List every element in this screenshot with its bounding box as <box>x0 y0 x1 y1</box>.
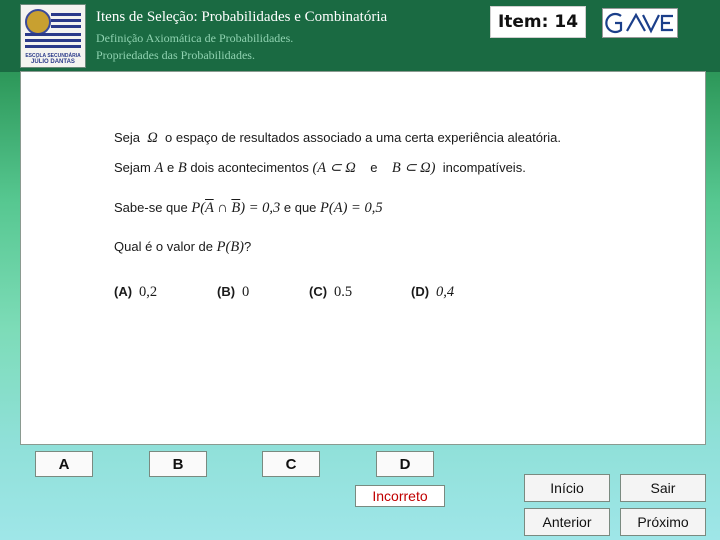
inicio-button[interactable]: Início <box>524 474 610 502</box>
answer-button-c[interactable]: C <box>262 451 320 477</box>
question-line-4: Qual é o valor de P(B)? <box>114 239 252 255</box>
answer-button-a[interactable]: A <box>35 451 93 477</box>
item-number-badge: Item: 14 <box>490 6 586 38</box>
sair-button[interactable]: Sair <box>620 474 706 502</box>
question-panel <box>20 71 706 445</box>
page-title: Itens de Seleção: Probabilidades e Combinatória <box>96 9 388 25</box>
gave-logo-icon <box>605 11 675 35</box>
option-d: (D) 0,4 <box>411 284 455 300</box>
answer-button-b[interactable]: B <box>149 451 207 477</box>
option-c: (C) 0.5 <box>309 284 353 300</box>
subtitle-line-2: Propriedades das Probabilidades. <box>96 48 255 62</box>
question-line-3: Sabe-se que $P(\overline{A}$ ∩ $\overline{B}) = 0,3$ e que P(A) = 0,5 <box>114 200 383 216</box>
school-logo <box>20 4 86 68</box>
logo-emblem-icon <box>25 9 51 35</box>
question-line-2: Sejam A e B dois acontecimentos (A ⊂ Ω e B ⊂ Ω) incompatíveis. <box>114 160 526 176</box>
header-bar <box>0 0 720 72</box>
proximo-button[interactable]: Próximo <box>620 508 706 536</box>
subtitle-line-1: Definição Axiomática de Probabilidades. <box>96 31 294 45</box>
anterior-button[interactable]: Anterior <box>524 508 610 536</box>
answer-button-d[interactable]: D <box>376 451 434 477</box>
option-a: (A) 0,2 <box>114 284 158 300</box>
feedback-message: Incorreto <box>355 485 445 507</box>
question-line-1: Seja Ω o espaço de resultados associado a uma certa experiência aleatória. <box>114 130 562 146</box>
option-b: (B) 0 <box>217 284 250 300</box>
logo-text: ESCOLA SECUNDÁRIA JÚLIO DANTAS <box>25 53 81 65</box>
gave-logo <box>602 8 678 38</box>
